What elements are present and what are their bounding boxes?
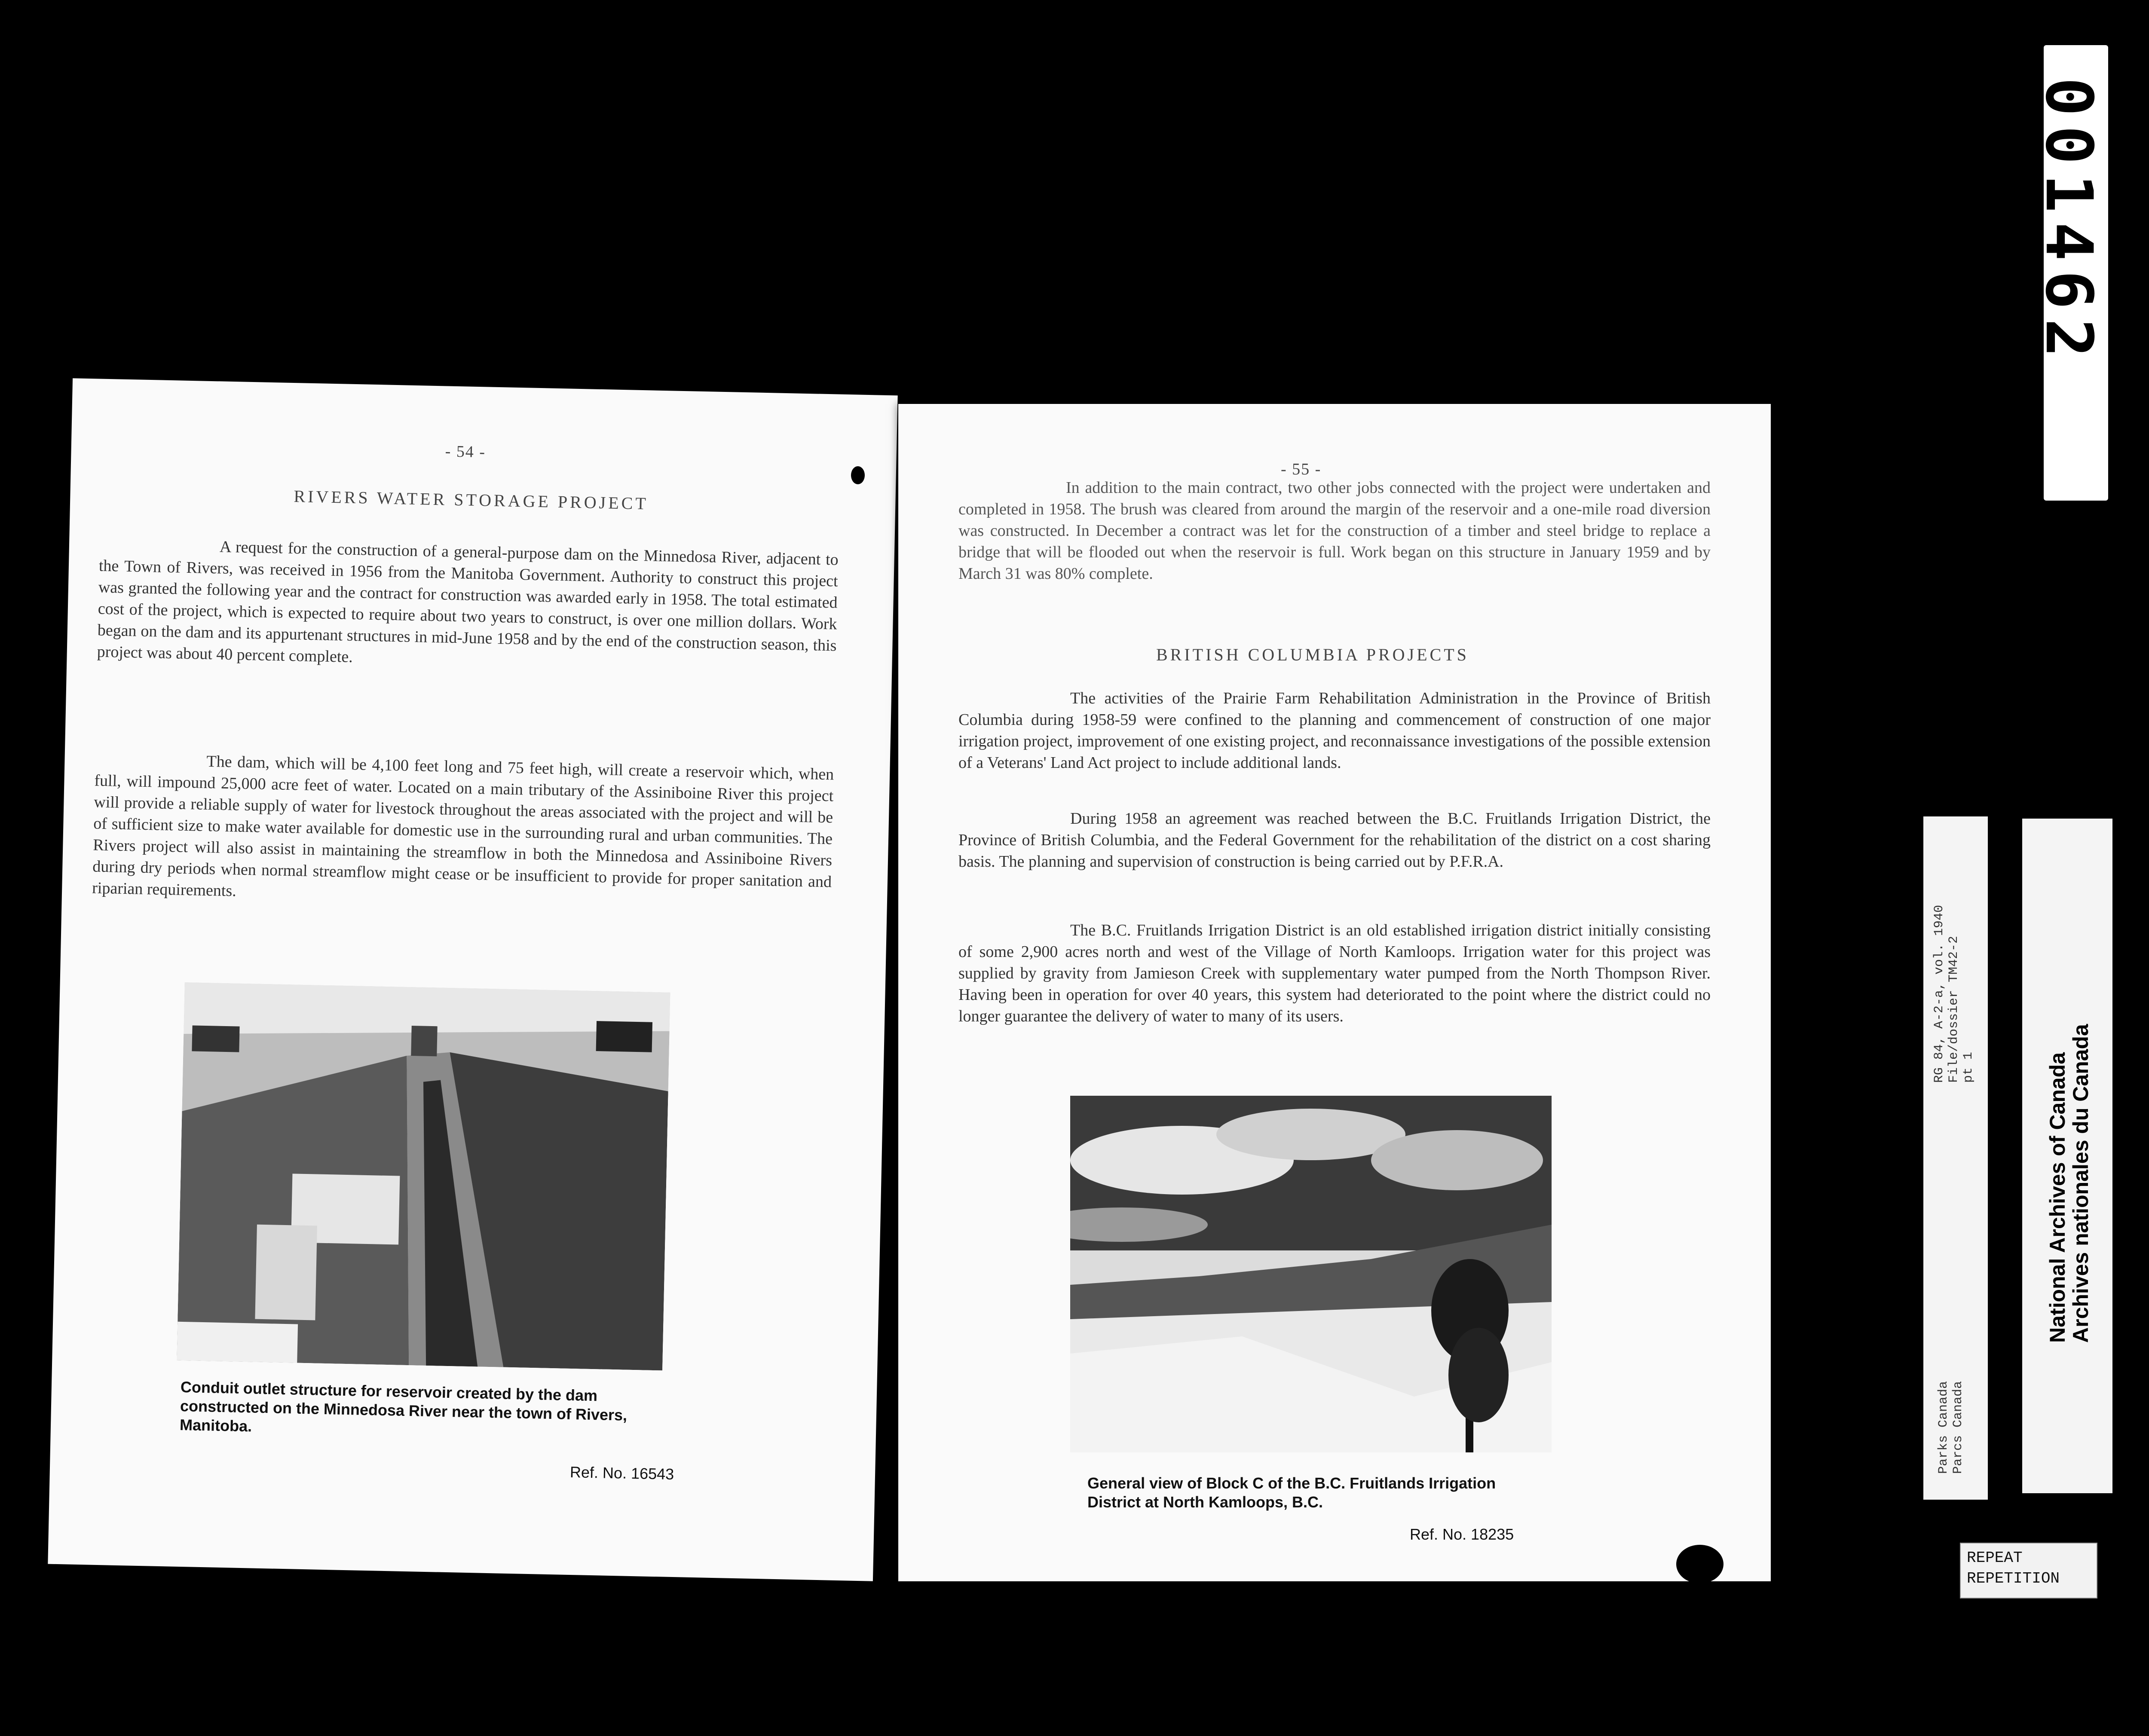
left-photo-caption: Conduit outlet structure for reservoir created by the dam constructed on the Minnedosa River near the town of Rivers, Manitoba. bbox=[179, 1378, 628, 1435]
file-line-1: RG 84, A-2-a, vol. 1940 bbox=[1932, 905, 1947, 1083]
left-paragraph-2: The dam, which will be 4,100 feet long and 75 feet high, will create a reservoir which, when full, will impound 25,000 acre feet of water. Located on a main tributary of the Assiniboine River this project will provide a reliable supply of water for livestock throughout the areas associated with the project and will be of sufficient size to make water available for domestic use in the surrounding rural and urban communities. The Rivers project will also assist in maintaining the streamflow in both the Minnedosa and Assiniboine Rivers during dry periods when normal streamflow might cease or be insufficient to provide for proper sanitation and riparian requirements. bbox=[92, 752, 834, 900]
fruitlands-photo-image bbox=[1070, 1096, 1552, 1452]
agency-text bbox=[1936, 1381, 1965, 1474]
binding-hole-mark bbox=[851, 466, 865, 484]
file-line-3: pt 1 bbox=[1961, 1051, 1976, 1083]
conduit-photo bbox=[177, 982, 670, 1370]
right-page-title: BRITISH COLUMBIA PROJECTS bbox=[1156, 645, 1469, 664]
right-paragraph-3: The B.C. Fruitlands Irrigation District is an old established irrigation district initially consisting of some 2,900 acres north and west of the Village of North Kamloops. Irrigation water for this project was supplied by gravity from Jamieson Creek with supplementary water pumped from the North Thompson River. Having been in operation for over 40 years, this system had deteriorated to the point where the district could no longer guarantee the delivery of water to many of its users. bbox=[958, 921, 1711, 1025]
left-page-number: - 54 - bbox=[445, 442, 486, 462]
left-paragraph-1: A request for the construction of a general-purpose dam on the Minnedosa River, adjacent to the Town of Rivers, was received in 1956 from the Manitoba Government. Authority to construct this project was granted the following year and the contract for construction was awarded early in 1958. The total estimated cost of the project, which is expected to require about two years to construct, is over one million dollars. Work began on the dam and its appurtenant structures in mid-June 1958 and by the end of the construction season, this project was about 40 percent complete. bbox=[97, 538, 839, 666]
right-paragraph-1: The activities of the Prairie Farm Rehabilitation Administration in the Province of British Columbia during 1958-59 were confined to the planning and commencement of construction of one major irrigation project, improvement of one existing project, and reconnaissance investigations of the possible extension of a Veterans' Land Act project to include additional lands. bbox=[958, 689, 1711, 772]
right-photo-ref: Ref. No. 18235 bbox=[1410, 1525, 1514, 1543]
archives-name-fr: Archives nationales du Canada bbox=[2069, 1024, 2093, 1343]
archives-name bbox=[2046, 1024, 2092, 1343]
right-page bbox=[898, 404, 1771, 1581]
file-reference-strip bbox=[1923, 816, 1988, 1500]
right-paragraph-2: During 1958 an agreement was reached between the B.C. Fruitlands Irrigation District, the Province of British Columbia, and the Federal Government for the rehabilitation of the district on a cost sharing basis. The planning and supervision of construction is being carried out by P.F.R.A. bbox=[958, 810, 1711, 871]
right-page-number: - 55 - bbox=[1281, 460, 1322, 478]
agency-line-1: Parks Canada bbox=[1936, 1381, 1951, 1474]
file-reference-text bbox=[1932, 905, 1976, 1083]
repeat-stamp-line-2: REPETITION bbox=[1967, 1570, 2060, 1587]
right-photo-caption: General view of Block C of the B.C. Fruitlands Irrigation District at North Kamloops, B.C. bbox=[1087, 1474, 1496, 1511]
fruitlands-photo bbox=[1070, 1096, 1552, 1452]
archives-name-en: National Archives of Canada bbox=[2045, 1052, 2069, 1343]
repeat-stamp-line-1: REPEAT bbox=[1967, 1549, 2023, 1567]
left-photo-ref: Ref. No. 16543 bbox=[569, 1463, 674, 1483]
left-page bbox=[48, 378, 897, 1581]
binding-clip-mark bbox=[1676, 1545, 1723, 1583]
conduit-photo-image bbox=[177, 982, 670, 1370]
archives-label-strip bbox=[2022, 819, 2112, 1493]
repeat-stamp bbox=[1960, 1543, 2097, 1598]
agency-line-2: Parcs Canada bbox=[1951, 1381, 1965, 1474]
file-line-2: File/dossier TM42-2 bbox=[1947, 935, 1961, 1083]
right-intro-paragraph: In addition to the main contract, two other jobs connected with the project were undertaken and completed in 1958. The brush was cleared from around the margin of the reservoir and a one-mile road diversion was constructed. In December a contract was let for the construction of a timber and steel bridge to replace a bridge that will be flooded out when the reservoir is full. Work began on this structure in January 1959 and by March 31 was 80% complete. bbox=[958, 479, 1711, 583]
film-frame-number: 001462 bbox=[2031, 77, 2106, 367]
left-page-title: RIVERS WATER STORAGE PROJECT bbox=[294, 486, 649, 513]
